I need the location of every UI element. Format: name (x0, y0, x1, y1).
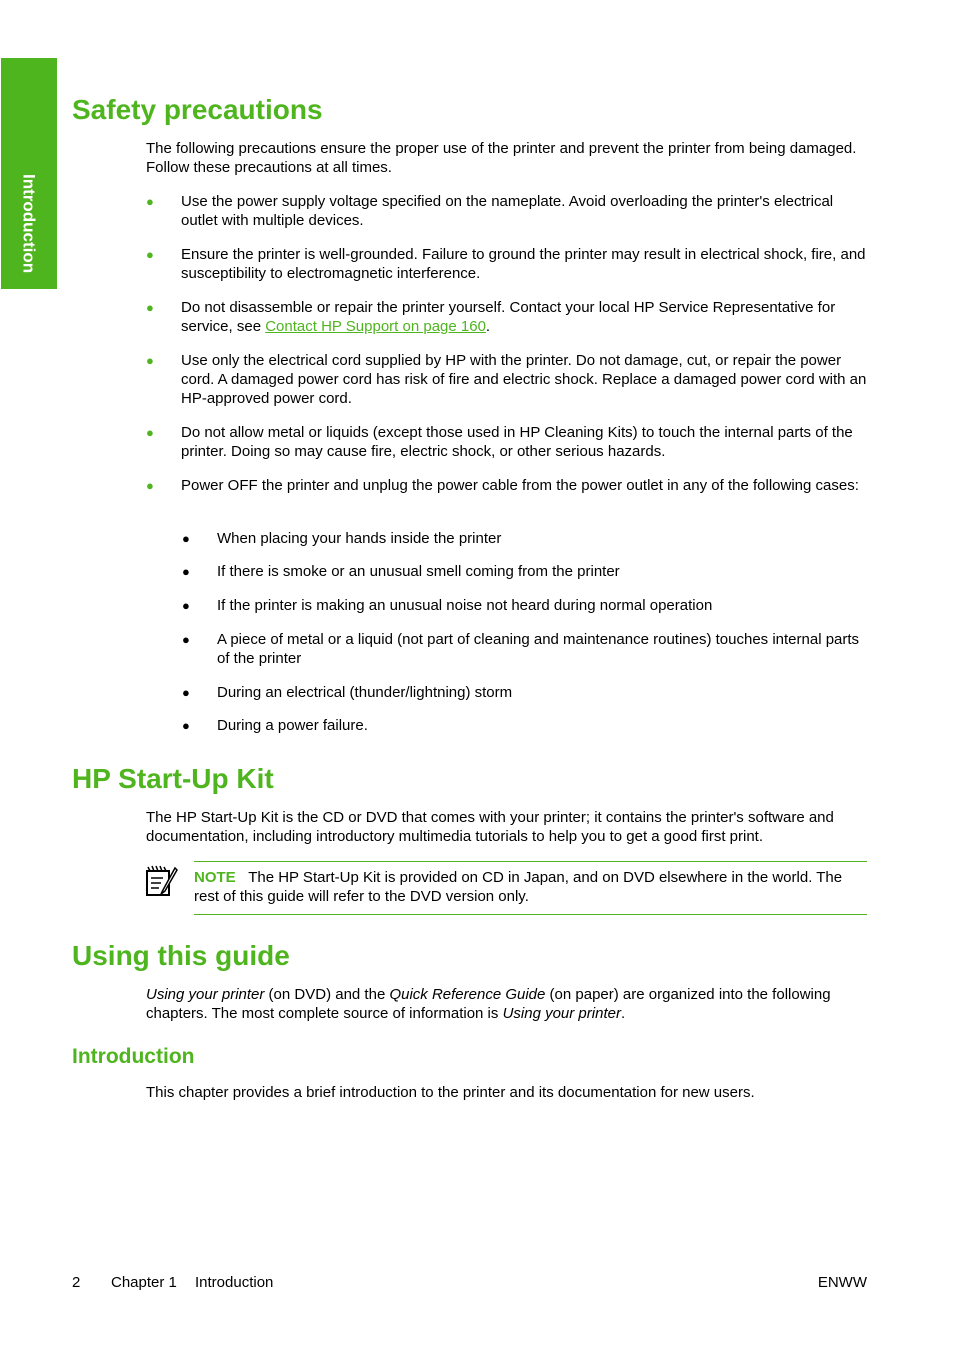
safety-heading: Safety precautions (72, 94, 323, 125)
note-box (194, 861, 867, 915)
footer-chapter-title: Introduction (195, 1274, 274, 1291)
safety-subitem: ● During a power failure. (182, 717, 368, 734)
safety-subitem: ● If there is smoke or an unusual smell coming from the printer (182, 563, 620, 580)
bullet-icon: ● (182, 718, 190, 733)
bullet-icon: ● (182, 564, 190, 579)
note-text: NOTE The HP Start-Up Kit is provided on CD in Japan, and on DVD elsewhere in the world. The rest of this guide will refer to the DVD version only. (194, 869, 843, 905)
footer-enww: ENWW (817, 1274, 867, 1291)
note-icon (145, 864, 179, 898)
using-guide-body: Using your printer (on DVD) and the Quick Reference Guide (on paper) are organized into the following chapters. The most complete source of information is Using your printer. (146, 986, 831, 1022)
note-label: NOTE (194, 869, 236, 886)
safety-item: ● Do not allow metal or liquids (except those used in HP Cleaning Kits) to touch the internal parts of the printer. Doing so may cause fire, electric shock, or other serious hazards. (146, 424, 853, 460)
safety-item: ● Use only the electrical cord supplied by HP with the printer. Do not damage, cut, or repair the power cord. A damaged power cord has risk of fire and electric shock. Replace a damaged power cord with an HP-approved power cord. (146, 352, 867, 407)
safety-subitem: ● During an electrical (thunder/lightning) storm (182, 684, 513, 701)
bullet-icon: ● (146, 194, 154, 209)
bullet-icon: ● (146, 300, 154, 315)
bullet-icon: ● (146, 353, 154, 368)
bullet-icon: ● (146, 478, 154, 493)
introduction-subheading: Introduction (72, 1045, 195, 1068)
chapter-side-tab (1, 58, 57, 289)
bullet-icon: ● (182, 598, 190, 613)
startup-kit-heading: HP Start-Up Kit (72, 763, 274, 794)
footer-page-number: 2 (72, 1274, 81, 1291)
bullet-icon: ● (182, 685, 190, 700)
safety-subitem: ● If the printer is making an unusual noise not heard during normal operation (182, 597, 713, 614)
footer-chapter: Chapter 1 (111, 1274, 177, 1291)
safety-item: ● Use the power supply voltage specified on the nameplate. Avoid overloading the printer's electrical outlet with multiple devices. (146, 193, 834, 229)
safety-item: ● Do not disassemble or repair the printer yourself. Contact your local HP Service Representative for service, see Contact HP Support on page 160. (146, 299, 836, 335)
bullet-icon: ● (146, 425, 154, 440)
contact-support-link[interactable]: Contact HP Support on page 160 (265, 318, 486, 335)
safety-subitem: ● A piece of metal or a liquid (not part of cleaning and maintenance routines) touches internal parts of the printer (182, 631, 860, 667)
bullet-icon: ● (182, 531, 190, 546)
startup-kit-body: The HP Start-Up Kit is the CD or DVD that comes with your printer; it contains the printer's software and documentation, including introductory multimedia tutorials to help you to get a good first print. (146, 809, 834, 845)
bullet-icon: ● (182, 632, 190, 647)
side-tab-label: Introduction (19, 174, 39, 274)
bullet-icon: ● (146, 247, 154, 262)
safety-subitem: ● When placing your hands inside the printer (182, 530, 502, 547)
using-guide-heading: Using this guide (72, 940, 290, 971)
safety-item: ● Ensure the printer is well-grounded. Failure to ground the printer may result in electrical shock, fire, and susceptibility to electromagnetic interference. (146, 246, 866, 282)
safety-item: ● Power OFF the printer and unplug the power cable from the power outlet in any of the following cases: (146, 477, 859, 494)
safety-intro: The following precautions ensure the proper use of the printer and prevent the printer from being damaged. Follow these precautions at all times. (146, 140, 857, 176)
introduction-body: This chapter provides a brief introduction to the printer and its documentation for new users. (146, 1084, 755, 1101)
